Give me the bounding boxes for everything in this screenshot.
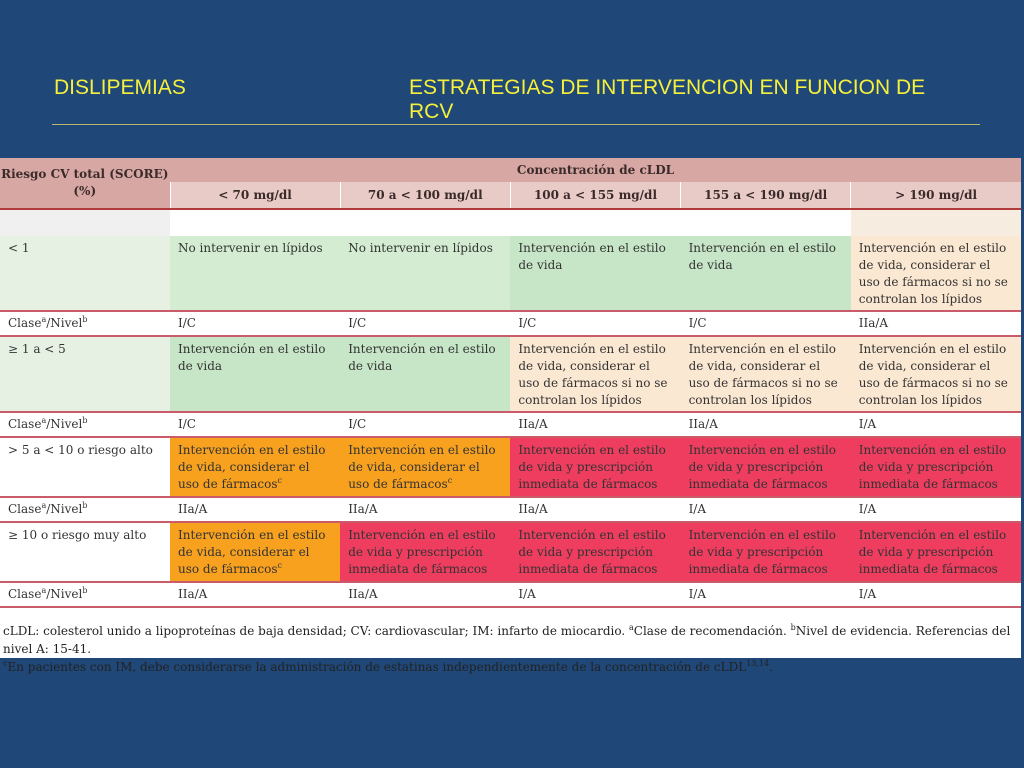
class-level-label: Clase$^a$/Nivel$^b$ — [0, 497, 170, 522]
range-header: 100 a < 155 mg/dl — [510, 182, 680, 209]
risk-column-header: Riesgo CV total (SCORE) (%) — [0, 158, 170, 209]
recommendation-cell: Intervención en el estilo de vida — [510, 236, 680, 311]
table-row — [0, 522, 1021, 582]
table-row — [0, 236, 1021, 311]
recommendation-cell: Intervención en el estilo de vida y prescripción inmediata de fármacos — [851, 437, 1021, 497]
recommendation-cell: Intervención en el estilo de vida, considerar el uso de fármacos si no se controlan los lípidos — [851, 236, 1021, 311]
table-footnotes — [0, 622, 1024, 676]
recommendation-cell: No intervenir en lípidos — [340, 236, 510, 311]
recommendation-cell: Intervención en el estilo de vida y prescripción inmediata de fármacos — [851, 522, 1021, 582]
footnote-line-1: cLDL: colesterol unido a lipoproteínas de baja densidad; CV: cardiovascular; IM: infarto de miocardio. $^a$Clase de recomendación. $^b$Nivel de evidencia. Referencias del nivel A: 15-41. — [3, 623, 1011, 656]
recommendation-cell: No intervenir en lípidos — [170, 236, 340, 311]
recommendation-cell: Intervención en el estilo de vida, considerar el uso de fármacos$^c$ — [170, 437, 340, 497]
range-header: 70 a < 100 mg/dl — [340, 182, 510, 209]
range-header: < 70 mg/dl — [170, 182, 340, 209]
range-header: > 190 mg/dl — [851, 182, 1021, 209]
table-row — [0, 497, 1021, 522]
risk-level-label: ≥ 1 a < 5 — [0, 336, 170, 412]
recommendation-cell: Intervención en el estilo de vida y prescripción inmediata de fármacos — [510, 522, 680, 582]
cldl-group-header: Concentración de cLDL — [170, 158, 1021, 182]
recommendation-cell: Intervención en el estilo de vida y prescripción inmediata de fármacos — [681, 522, 851, 582]
class-level-cell: IIa/A — [340, 497, 510, 522]
class-level-cell: I/A — [851, 412, 1021, 437]
recommendation-cell: Intervención en el estilo de vida — [340, 336, 510, 412]
recommendation-cell: Intervención en el estilo de vida, considerar el uso de fármacos si no se controlan los lípidos — [851, 336, 1021, 412]
recommendation-cell: Intervención en el estilo de vida, considerar el uso de fármacos$^c$ — [170, 522, 340, 582]
table-row — [0, 412, 1021, 437]
recommendation-cell: Intervención en el estilo de vida y prescripción inmediata de fármacos — [510, 437, 680, 497]
class-level-cell: I/A — [851, 497, 1021, 522]
class-level-cell: IIa/A — [851, 311, 1021, 336]
risk-level-label: ≥ 10 o riesgo muy alto — [0, 522, 170, 582]
class-level-cell: I/C — [170, 412, 340, 437]
table-row — [0, 437, 1021, 497]
class-level-label: Clase$^a$/Nivel$^b$ — [0, 412, 170, 437]
class-level-cell: IIa/A — [170, 497, 340, 522]
recommendation-cell: Intervención en el estilo de vida, considerar el uso de fármacos$^c$ — [340, 437, 510, 497]
class-level-cell: I/A — [851, 582, 1021, 607]
class-level-cell: IIa/A — [510, 497, 680, 522]
slide-title-left: DISLIPEMIAS — [54, 76, 186, 99]
range-header: 155 a < 190 mg/dl — [681, 182, 851, 209]
spacer-row — [0, 209, 1021, 236]
header-divider — [52, 124, 980, 125]
class-level-label: Clase$^a$/Nivel$^b$ — [0, 582, 170, 607]
recommendation-cell: Intervención en el estilo de vida y prescripción inmediata de fármacos — [340, 522, 510, 582]
class-level-cell: IIa/A — [170, 582, 340, 607]
class-level-label: Clase$^a$/Nivel$^b$ — [0, 311, 170, 336]
class-level-cell: I/C — [340, 311, 510, 336]
class-level-cell: I/C — [340, 412, 510, 437]
risk-level-label: > 5 a < 10 o riesgo alto — [0, 437, 170, 497]
table-row — [0, 336, 1021, 412]
recommendation-cell: Intervención en el estilo de vida — [681, 236, 851, 311]
risk-table-image — [0, 158, 1021, 674]
class-level-cell: I/A — [510, 582, 680, 607]
class-level-cell: IIa/A — [510, 412, 680, 437]
class-level-cell: I/A — [681, 497, 851, 522]
class-level-cell: I/A — [681, 582, 851, 607]
class-level-cell: IIa/A — [340, 582, 510, 607]
risk-intervention-table — [0, 158, 1021, 608]
table-row — [0, 311, 1021, 336]
class-level-cell: IIa/A — [681, 412, 851, 437]
class-level-cell: I/C — [681, 311, 851, 336]
recommendation-cell: Intervención en el estilo de vida, considerar el uso de fármacos si no se controlan los lípidos — [681, 336, 851, 412]
class-level-cell: I/C — [170, 311, 340, 336]
footnote-line-2: $^c$En pacientes con IM, debe considerarse la administración de estatinas independientemente de la concentración de cLDL$^{13,14}$. — [3, 659, 773, 674]
slide-header — [54, 76, 966, 123]
risk-level-label: < 1 — [0, 236, 170, 311]
table-row — [0, 582, 1021, 607]
recommendation-cell: Intervención en el estilo de vida, considerar el uso de fármacos si no se controlan los lípidos — [510, 336, 680, 412]
recommendation-cell: Intervención en el estilo de vida — [170, 336, 340, 412]
class-level-cell: I/C — [510, 311, 680, 336]
slide-title-right: ESTRATEGIAS DE INTERVENCION EN FUNCION DE RCV — [409, 76, 926, 123]
recommendation-cell: Intervención en el estilo de vida y prescripción inmediata de fármacos — [681, 437, 851, 497]
